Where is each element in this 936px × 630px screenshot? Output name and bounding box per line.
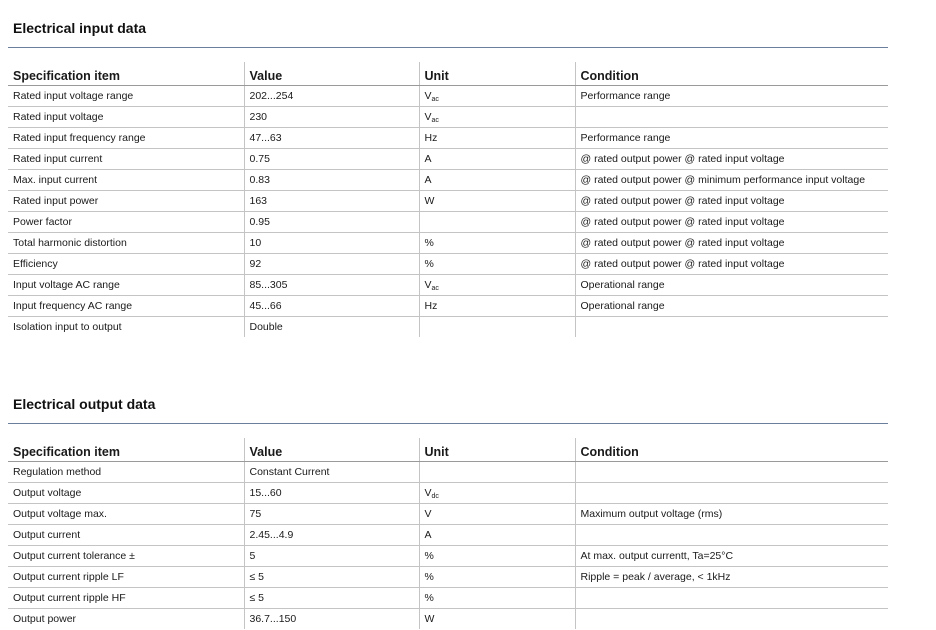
value-cell bbox=[244, 296, 419, 317]
table-row bbox=[8, 609, 888, 630]
unit-cell-text: V bbox=[424, 486, 432, 499]
unit-cell bbox=[419, 546, 575, 567]
spec-item-cell-text: Output current ripple LF bbox=[13, 571, 124, 583]
table-row bbox=[8, 275, 888, 296]
value-cell bbox=[244, 317, 419, 338]
value-cell-text: ≤ 5 bbox=[249, 592, 265, 604]
value-cell-text: 85...305 bbox=[249, 279, 288, 291]
column-header-condition: Condition bbox=[575, 62, 888, 86]
value-cell bbox=[244, 567, 419, 588]
condition-cell-text: Operational range bbox=[580, 300, 665, 312]
condition-cell bbox=[575, 462, 888, 483]
spec-item-cell bbox=[8, 504, 244, 525]
spec-item-cell-text: Output power bbox=[13, 613, 77, 625]
table-row bbox=[8, 191, 888, 212]
unit-cell-text: V bbox=[424, 507, 432, 520]
condition-cell bbox=[575, 275, 888, 296]
spec-item-cell-text: Output current bbox=[13, 529, 81, 541]
unit-cell-text: Hz bbox=[424, 299, 438, 312]
spec-item-cell bbox=[8, 191, 244, 212]
condition-cell-text: @ rated output power @ rated input voltage bbox=[580, 216, 785, 228]
table-row bbox=[8, 504, 888, 525]
column-header-value: Value bbox=[244, 62, 419, 86]
unit-cell bbox=[419, 462, 575, 483]
table-row bbox=[8, 254, 888, 275]
unit-subscript: ac bbox=[431, 116, 439, 124]
condition-cell-text: Ripple = peak / average, < 1kHz bbox=[580, 571, 731, 583]
value-cell-text: Double bbox=[249, 321, 283, 333]
spec-item-cell bbox=[8, 588, 244, 609]
section-divider bbox=[8, 423, 888, 424]
unit-cell-text: A bbox=[424, 152, 432, 165]
condition-cell-text: Performance range bbox=[580, 90, 671, 102]
spec-item-cell-text: Input voltage AC range bbox=[13, 279, 120, 291]
table-row bbox=[8, 86, 888, 107]
spec-item-cell bbox=[8, 233, 244, 254]
value-cell bbox=[244, 128, 419, 149]
condition-cell bbox=[575, 567, 888, 588]
spec-item-cell bbox=[8, 275, 244, 296]
unit-cell bbox=[419, 107, 575, 128]
spec-item-cell bbox=[8, 107, 244, 128]
unit-cell bbox=[419, 212, 575, 233]
value-cell bbox=[244, 149, 419, 170]
section-divider bbox=[8, 47, 888, 48]
spec-item-cell bbox=[8, 212, 244, 233]
spec-item-cell bbox=[8, 254, 244, 275]
value-cell bbox=[244, 233, 419, 254]
condition-cell bbox=[575, 525, 888, 546]
section-title: Electrical output data bbox=[13, 396, 156, 412]
table-row bbox=[8, 546, 888, 567]
unit-cell bbox=[419, 525, 575, 546]
spec-item-cell bbox=[8, 483, 244, 504]
value-cell-text: 75 bbox=[249, 508, 262, 520]
value-cell bbox=[244, 275, 419, 296]
table-header-row bbox=[8, 62, 888, 86]
unit-cell bbox=[419, 191, 575, 212]
unit-cell bbox=[419, 317, 575, 338]
condition-cell-text: Maximum output voltage (rms) bbox=[580, 508, 723, 520]
spec-item-cell-text: Total harmonic distortion bbox=[13, 237, 127, 249]
value-cell bbox=[244, 191, 419, 212]
unit-cell-text: % bbox=[424, 257, 434, 270]
value-cell bbox=[244, 462, 419, 483]
condition-cell bbox=[575, 86, 888, 107]
condition-cell bbox=[575, 483, 888, 504]
spec-item-cell bbox=[8, 567, 244, 588]
condition-cell bbox=[575, 128, 888, 149]
value-cell-text: 15...60 bbox=[249, 487, 282, 499]
spec-item-cell-text: Rated input voltage range bbox=[13, 90, 134, 102]
condition-cell bbox=[575, 191, 888, 212]
condition-cell bbox=[575, 588, 888, 609]
table-row bbox=[8, 462, 888, 483]
column-header-item: Specification item bbox=[8, 62, 244, 86]
value-cell bbox=[244, 483, 419, 504]
column-header-item: Specification item bbox=[8, 438, 244, 462]
column-header-value: Value bbox=[244, 438, 419, 462]
value-cell-text: 0.75 bbox=[249, 153, 270, 165]
unit-cell-text: % bbox=[424, 570, 434, 583]
column-header-condition: Condition bbox=[575, 438, 888, 462]
value-cell bbox=[244, 107, 419, 128]
value-cell bbox=[244, 170, 419, 191]
condition-cell bbox=[575, 546, 888, 567]
unit-cell-text: V bbox=[424, 89, 432, 102]
spec-item-cell-text: Rated input frequency range bbox=[13, 132, 146, 144]
table-row bbox=[8, 128, 888, 149]
unit-cell bbox=[419, 128, 575, 149]
value-cell bbox=[244, 546, 419, 567]
table-row bbox=[8, 296, 888, 317]
value-cell bbox=[244, 588, 419, 609]
spec-item-cell bbox=[8, 609, 244, 630]
spec-item-cell bbox=[8, 170, 244, 191]
spec-item-cell-text: Max. input current bbox=[13, 174, 98, 186]
unit-cell bbox=[419, 170, 575, 191]
column-header-unit: Unit bbox=[419, 438, 575, 462]
condition-cell bbox=[575, 609, 888, 630]
spec-item-cell-text: Power factor bbox=[13, 216, 72, 228]
value-cell-text: 10 bbox=[249, 237, 262, 249]
condition-cell-text: At max. output currentt, Ta=25°C bbox=[580, 550, 734, 562]
value-cell-text: 163 bbox=[249, 195, 268, 207]
table-row bbox=[8, 567, 888, 588]
table-row bbox=[8, 525, 888, 546]
unit-cell bbox=[419, 483, 575, 504]
condition-cell-text: Performance range bbox=[580, 132, 671, 144]
unit-cell bbox=[419, 504, 575, 525]
condition-cell-text: @ rated output power @ minimum performance input voltage bbox=[580, 174, 866, 186]
value-cell-text: 202...254 bbox=[249, 90, 294, 102]
value-cell-text: 230 bbox=[249, 111, 268, 123]
condition-cell bbox=[575, 317, 888, 338]
value-cell-text: 36.7...150 bbox=[249, 613, 297, 625]
unit-cell bbox=[419, 609, 575, 630]
value-cell bbox=[244, 86, 419, 107]
unit-cell-text: A bbox=[424, 173, 432, 186]
value-cell bbox=[244, 254, 419, 275]
unit-cell bbox=[419, 86, 575, 107]
spec-item-cell bbox=[8, 546, 244, 567]
spec-item-cell-text: Output current ripple HF bbox=[13, 592, 126, 604]
table-row bbox=[8, 483, 888, 504]
unit-cell bbox=[419, 233, 575, 254]
value-cell-text: 45...66 bbox=[249, 300, 282, 312]
condition-cell bbox=[575, 296, 888, 317]
unit-cell-text: V bbox=[424, 110, 432, 123]
unit-cell-text: V bbox=[424, 278, 432, 291]
column-header-unit: Unit bbox=[419, 62, 575, 86]
unit-subscript: dc bbox=[431, 492, 439, 500]
unit-cell bbox=[419, 296, 575, 317]
value-cell-text: ≤ 5 bbox=[249, 571, 265, 583]
condition-cell-text: @ rated output power @ rated input voltage bbox=[580, 258, 785, 270]
spec-item-cell-text: Isolation input to output bbox=[13, 321, 122, 333]
spec-item-cell bbox=[8, 317, 244, 338]
section-title: Electrical input data bbox=[13, 20, 147, 36]
spec-item-cell-text: Rated input power bbox=[13, 195, 99, 207]
spec-item-cell-text: Output voltage max. bbox=[13, 508, 107, 520]
spec-item-cell bbox=[8, 86, 244, 107]
spec-item-cell bbox=[8, 128, 244, 149]
spec-item-cell-text: Output voltage bbox=[13, 487, 82, 499]
table-row bbox=[8, 233, 888, 254]
value-cell bbox=[244, 609, 419, 630]
condition-cell bbox=[575, 149, 888, 170]
spec-item-cell-text: Output current tolerance ± bbox=[13, 550, 135, 562]
unit-cell-text: W bbox=[424, 194, 435, 207]
value-cell-text: 47...63 bbox=[249, 132, 282, 144]
table-row bbox=[8, 149, 888, 170]
table-header-row bbox=[8, 438, 888, 462]
table-row bbox=[8, 170, 888, 191]
value-cell-text: 2.45...4.9 bbox=[249, 529, 294, 541]
spec-item-cell-text: Input frequency AC range bbox=[13, 300, 133, 312]
spec-item-cell-text: Rated input current bbox=[13, 153, 103, 165]
spec-item-cell bbox=[8, 525, 244, 546]
condition-cell bbox=[575, 254, 888, 275]
condition-cell bbox=[575, 170, 888, 191]
spec-item-cell bbox=[8, 149, 244, 170]
value-cell-text: 0.95 bbox=[249, 216, 270, 228]
condition-cell bbox=[575, 212, 888, 233]
unit-cell bbox=[419, 567, 575, 588]
unit-cell-text: % bbox=[424, 591, 434, 604]
spec-item-cell bbox=[8, 296, 244, 317]
unit-cell-text: % bbox=[424, 549, 434, 562]
output-data-table bbox=[8, 438, 888, 629]
spec-item-cell bbox=[8, 462, 244, 483]
unit-cell-text: % bbox=[424, 236, 434, 249]
condition-cell-text: @ rated output power @ rated input voltage bbox=[580, 153, 785, 165]
table-row bbox=[8, 212, 888, 233]
table-row bbox=[8, 588, 888, 609]
value-cell bbox=[244, 504, 419, 525]
table-row bbox=[8, 317, 888, 338]
condition-cell-text: Operational range bbox=[580, 279, 665, 291]
condition-cell bbox=[575, 504, 888, 525]
value-cell-text: 5 bbox=[249, 550, 256, 562]
unit-cell bbox=[419, 275, 575, 296]
unit-subscript: ac bbox=[431, 95, 439, 103]
unit-cell-text: Hz bbox=[424, 131, 438, 144]
condition-cell-text: @ rated output power @ rated input voltage bbox=[580, 195, 785, 207]
unit-cell bbox=[419, 254, 575, 275]
unit-cell-text: W bbox=[424, 612, 435, 625]
value-cell bbox=[244, 212, 419, 233]
value-cell-text: 0.83 bbox=[249, 174, 270, 186]
spec-item-cell-text: Efficiency bbox=[13, 258, 58, 270]
condition-cell bbox=[575, 107, 888, 128]
unit-cell bbox=[419, 588, 575, 609]
spec-item-cell-text: Regulation method bbox=[13, 466, 102, 478]
unit-cell-text: A bbox=[424, 528, 432, 541]
condition-cell-text: @ rated output power @ rated input voltage bbox=[580, 237, 785, 249]
unit-subscript: ac bbox=[431, 284, 439, 292]
table-row bbox=[8, 107, 888, 128]
input-data-table bbox=[8, 62, 888, 337]
unit-cell bbox=[419, 149, 575, 170]
value-cell bbox=[244, 525, 419, 546]
value-cell-text: Constant Current bbox=[249, 466, 330, 478]
spec-item-cell-text: Rated input voltage bbox=[13, 111, 104, 123]
value-cell-text: 92 bbox=[249, 258, 262, 270]
condition-cell bbox=[575, 233, 888, 254]
